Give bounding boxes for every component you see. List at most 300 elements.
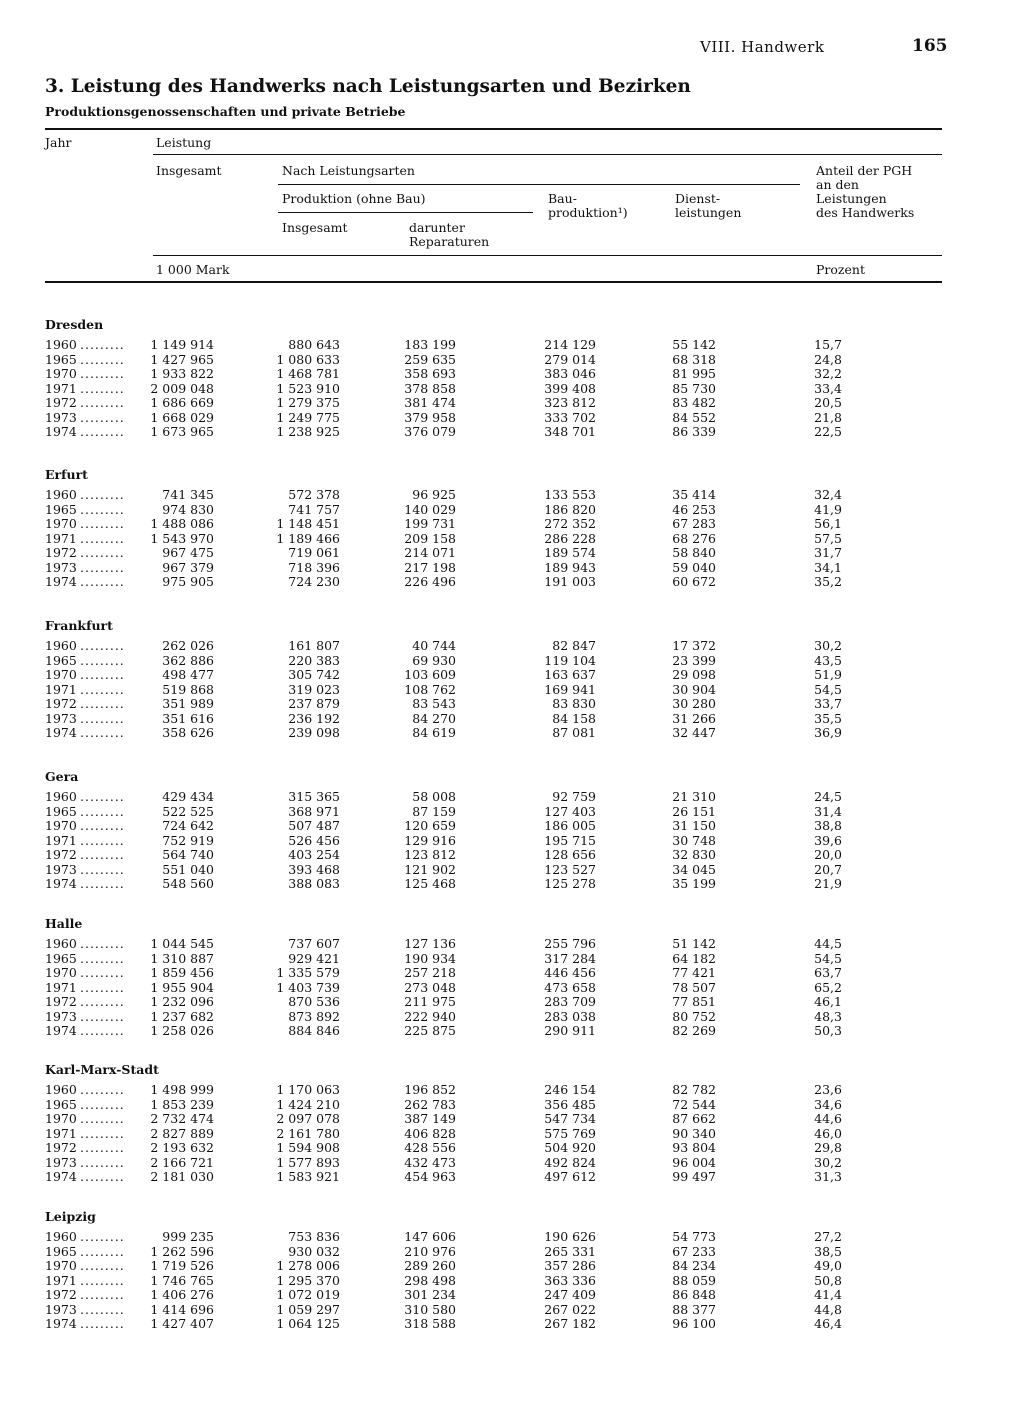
value-cell: 399 408 — [544, 380, 596, 396]
table-row — [0, 1083, 1024, 1096]
header-dienst-2: leistungen — [675, 205, 742, 220]
table-row — [0, 546, 1024, 559]
value-cell: 548 560 — [162, 876, 214, 891]
value-cell: 362 886 — [162, 652, 214, 668]
year-cell: 1972 — [45, 1140, 77, 1155]
value-cell: 267 022 — [544, 1301, 596, 1317]
value-cell: 379 958 — [404, 409, 456, 425]
header-unit-mark: 1 000 Mark — [156, 262, 230, 277]
leader-dots: ......... — [80, 1082, 125, 1097]
value-cell: 210 976 — [404, 1243, 456, 1259]
table-row — [0, 819, 1024, 832]
value-cell: 127 136 — [404, 936, 456, 951]
value-cell: 55 142 — [672, 337, 716, 352]
leader-dots: ......... — [80, 861, 125, 877]
value-cell: 39,6 — [814, 832, 842, 848]
year-cell: 1973 — [45, 409, 77, 425]
value-cell: 333 702 — [544, 409, 596, 425]
table-row — [0, 411, 1024, 424]
value-cell: 2 193 632 — [150, 1140, 214, 1155]
value-cell: 1 295 370 — [276, 1272, 340, 1288]
value-cell: 82 782 — [672, 1082, 716, 1097]
table-row — [0, 726, 1024, 739]
leader-dots: ......... — [80, 351, 125, 367]
value-cell: 189 574 — [544, 545, 596, 560]
year-cell: 1965 — [45, 950, 77, 966]
value-cell: 2 827 889 — [150, 1125, 214, 1141]
value-cell: 21,8 — [814, 409, 842, 425]
leader-dots: ......... — [80, 409, 125, 425]
value-cell: 84 552 — [672, 409, 716, 425]
year-cell: 1974 — [45, 1169, 77, 1184]
value-cell: 870 536 — [288, 994, 340, 1009]
value-cell: 247 409 — [544, 1287, 596, 1302]
value-cell: 84 234 — [672, 1258, 716, 1273]
value-cell: 272 352 — [544, 516, 596, 531]
header-leistung: Leistung — [156, 135, 212, 150]
value-cell: 35 414 — [672, 487, 716, 502]
leader-dots: ......... — [80, 530, 125, 546]
year-cell: 1972 — [45, 847, 77, 862]
value-cell: 1 594 908 — [276, 1140, 340, 1155]
value-cell: 190 934 — [404, 950, 456, 966]
value-cell: 128 656 — [544, 847, 596, 862]
year-cell: 1973 — [45, 1301, 77, 1317]
value-cell: 290 911 — [544, 1023, 596, 1038]
year-cell: 1971 — [45, 530, 77, 546]
value-cell: 551 040 — [162, 861, 214, 877]
table-row — [0, 1245, 1024, 1258]
year-cell: 1970 — [45, 818, 77, 833]
year-cell: 1971 — [45, 979, 77, 995]
table-row — [0, 1170, 1024, 1183]
year-cell: 1960 — [45, 1229, 77, 1244]
value-cell: 190 626 — [544, 1229, 596, 1244]
value-cell: 286 228 — [544, 530, 596, 546]
table-row — [0, 338, 1024, 351]
value-cell: 741 345 — [162, 487, 214, 502]
value-cell: 1 427 407 — [150, 1316, 214, 1331]
leader-dots: ......... — [80, 1140, 125, 1155]
value-cell: 189 943 — [544, 559, 596, 575]
value-cell: 358 693 — [404, 366, 456, 381]
value-cell: 195 715 — [544, 832, 596, 848]
year-cell: 1972 — [45, 696, 77, 711]
value-cell: 20,7 — [814, 861, 842, 877]
header-dienst-1: Dienst- — [675, 191, 721, 206]
value-cell: 225 875 — [404, 1023, 456, 1038]
value-cell: 32 830 — [672, 847, 716, 862]
value-cell: 724 642 — [162, 818, 214, 833]
value-cell: 283 038 — [544, 1008, 596, 1024]
year-cell: 1974 — [45, 1316, 77, 1331]
table-row — [0, 1098, 1024, 1111]
value-cell: 1 427 965 — [150, 351, 214, 367]
value-cell: 38,5 — [814, 1243, 842, 1259]
value-cell: 123 527 — [544, 861, 596, 877]
header-bau-1: Bau- — [548, 191, 577, 206]
value-cell: 183 199 — [404, 337, 456, 352]
value-cell: 49,0 — [814, 1258, 842, 1273]
value-cell: 31,3 — [814, 1169, 842, 1184]
table-row — [0, 668, 1024, 681]
value-cell: 428 556 — [404, 1140, 456, 1155]
value-cell: 1 424 210 — [276, 1096, 340, 1112]
value-cell: 351 616 — [162, 710, 214, 726]
table-row — [0, 532, 1024, 545]
leader-dots: ......... — [80, 574, 125, 589]
header-anteil-3: Leistungen — [816, 191, 887, 206]
value-cell: 54,5 — [814, 681, 842, 697]
value-cell: 1 498 999 — [150, 1082, 214, 1097]
value-cell: 85 730 — [672, 380, 716, 396]
value-cell: 504 920 — [544, 1140, 596, 1155]
value-cell: 1 853 239 — [150, 1096, 214, 1112]
leader-dots: ......... — [80, 1125, 125, 1141]
leader-dots: ......... — [80, 789, 125, 804]
value-cell: 34,1 — [814, 559, 842, 575]
year-cell: 1970 — [45, 965, 77, 980]
table-row — [0, 1156, 1024, 1169]
value-cell: 82 847 — [552, 638, 596, 653]
value-cell: 83 482 — [672, 395, 716, 410]
value-cell: 17 372 — [672, 638, 716, 653]
table-row — [0, 981, 1024, 994]
value-cell: 880 643 — [288, 337, 340, 352]
year-cell: 1971 — [45, 1272, 77, 1288]
value-cell: 1 523 910 — [276, 380, 340, 396]
table-row — [0, 654, 1024, 667]
value-cell: 133 553 — [544, 487, 596, 502]
value-cell: 873 892 — [288, 1008, 340, 1024]
value-cell: 1 577 893 — [276, 1154, 340, 1170]
value-cell: 884 846 — [288, 1023, 340, 1038]
value-cell: 21 310 — [672, 789, 716, 804]
value-cell: 2 181 030 — [150, 1169, 214, 1184]
district-name: Halle — [45, 916, 83, 931]
value-cell: 262 783 — [404, 1096, 456, 1112]
value-cell: 161 807 — [288, 638, 340, 653]
value-cell: 51 142 — [672, 936, 716, 951]
value-cell: 564 740 — [162, 847, 214, 862]
value-cell: 15,7 — [814, 337, 842, 352]
header-prod-insgesamt: Insgesamt — [282, 220, 348, 235]
value-cell: 22,5 — [814, 424, 842, 439]
value-cell: 33,7 — [814, 696, 842, 711]
value-cell: 86 848 — [672, 1287, 716, 1302]
value-cell: 226 496 — [404, 574, 456, 589]
district-name: Dresden — [45, 317, 104, 332]
value-cell: 24,8 — [814, 351, 842, 367]
value-cell: 526 456 — [288, 832, 340, 848]
value-cell: 752 919 — [162, 832, 214, 848]
value-cell: 1 170 063 — [276, 1082, 340, 1097]
value-cell: 108 762 — [404, 681, 456, 697]
table-row — [0, 1303, 1024, 1316]
value-cell: 59 040 — [672, 559, 716, 575]
table-row — [0, 575, 1024, 588]
value-cell: 63,7 — [814, 965, 842, 980]
value-cell: 356 485 — [544, 1096, 596, 1112]
table-row — [0, 995, 1024, 1008]
header-produktion: Produktion (ohne Bau) — [282, 191, 426, 206]
value-cell: 44,5 — [814, 936, 842, 951]
year-cell: 1970 — [45, 667, 77, 682]
header-jahr: Jahr — [45, 135, 72, 150]
value-cell: 211 975 — [404, 994, 456, 1009]
value-cell: 31 150 — [672, 818, 716, 833]
value-cell: 96 925 — [412, 487, 456, 502]
year-cell: 1974 — [45, 574, 77, 589]
year-cell: 1965 — [45, 501, 77, 517]
value-cell: 35 199 — [672, 876, 716, 891]
value-cell: 1 583 921 — [276, 1169, 340, 1184]
table-row — [0, 1230, 1024, 1243]
value-cell: 967 475 — [162, 545, 214, 560]
leader-dots: ......... — [80, 1258, 125, 1273]
value-cell: 125 468 — [404, 876, 456, 891]
table-row — [0, 353, 1024, 366]
value-cell: 214 129 — [544, 337, 596, 352]
value-cell: 1 310 887 — [150, 950, 214, 966]
value-cell: 2 732 474 — [150, 1111, 214, 1126]
leader-dots: ......... — [80, 366, 125, 381]
year-cell: 1971 — [45, 1125, 77, 1141]
value-cell: 86 339 — [672, 424, 716, 439]
value-cell: 317 284 — [544, 950, 596, 966]
value-cell: 34 045 — [672, 861, 716, 877]
year-cell: 1973 — [45, 1008, 77, 1024]
year-cell: 1973 — [45, 710, 77, 726]
value-cell: 58 008 — [412, 789, 456, 804]
year-cell: 1971 — [45, 832, 77, 848]
year-cell: 1974 — [45, 725, 77, 740]
header-bottom-rule — [45, 281, 942, 283]
year-cell: 1974 — [45, 876, 77, 891]
value-cell: 1 148 451 — [276, 516, 340, 531]
value-cell: 20,0 — [814, 847, 842, 862]
year-cell: 1970 — [45, 1111, 77, 1126]
value-cell: 31 266 — [672, 710, 716, 726]
header-reparaturen: Reparaturen — [409, 234, 490, 249]
header-anteil-2: an den — [816, 177, 859, 192]
value-cell: 96 004 — [672, 1154, 716, 1170]
value-cell: 58 840 — [672, 545, 716, 560]
value-cell: 123 812 — [404, 847, 456, 862]
value-cell: 26 151 — [672, 803, 716, 819]
year-cell: 1965 — [45, 803, 77, 819]
value-cell: 121 902 — [404, 861, 456, 877]
year-cell: 1960 — [45, 487, 77, 502]
value-cell: 50,3 — [814, 1023, 842, 1038]
table-row — [0, 937, 1024, 950]
value-cell: 737 607 — [288, 936, 340, 951]
value-cell: 77 421 — [672, 965, 716, 980]
value-cell: 718 396 — [288, 559, 340, 575]
value-cell: 289 260 — [404, 1258, 456, 1273]
value-cell: 1 859 456 — [150, 965, 214, 980]
value-cell: 572 378 — [288, 487, 340, 502]
leader-dots: ......... — [80, 487, 125, 502]
leader-dots: ......... — [80, 1316, 125, 1331]
value-cell: 446 456 — [544, 965, 596, 980]
value-cell: 23,6 — [814, 1082, 842, 1097]
value-cell: 1 746 765 — [150, 1272, 214, 1288]
table-row — [0, 517, 1024, 530]
value-cell: 214 071 — [404, 545, 456, 560]
value-cell: 68 318 — [672, 351, 716, 367]
value-cell: 2 097 078 — [276, 1111, 340, 1126]
table-row — [0, 561, 1024, 574]
value-cell: 2 009 048 — [150, 380, 214, 396]
value-cell: 92 759 — [552, 789, 596, 804]
year-cell: 1972 — [45, 395, 77, 410]
value-cell: 1 249 775 — [276, 409, 340, 425]
value-cell: 975 905 — [162, 574, 214, 589]
table-row — [0, 834, 1024, 847]
value-cell: 147 606 — [404, 1229, 456, 1244]
leader-dots: ......... — [80, 1154, 125, 1170]
year-cell: 1965 — [45, 652, 77, 668]
value-cell: 87 662 — [672, 1111, 716, 1126]
value-cell: 967 379 — [162, 559, 214, 575]
leader-dots: ......... — [80, 501, 125, 517]
leader-dots: ......... — [80, 1008, 125, 1024]
value-cell: 376 079 — [404, 424, 456, 439]
value-cell: 35,5 — [814, 710, 842, 726]
table-row — [0, 639, 1024, 652]
value-cell: 78 507 — [672, 979, 716, 995]
value-cell: 753 836 — [288, 1229, 340, 1244]
value-cell: 46,1 — [814, 994, 842, 1009]
value-cell: 88 377 — [672, 1301, 716, 1317]
header-unit-prozent: Prozent — [816, 262, 865, 277]
value-cell: 1 149 914 — [150, 337, 214, 352]
year-cell: 1972 — [45, 1287, 77, 1302]
value-cell: 51,9 — [814, 667, 842, 682]
value-cell: 519 868 — [162, 681, 214, 697]
value-cell: 87 081 — [552, 725, 596, 740]
leader-dots: ......... — [80, 725, 125, 740]
value-cell: 522 525 — [162, 803, 214, 819]
year-cell: 1973 — [45, 1154, 77, 1170]
value-cell: 301 234 — [404, 1287, 456, 1302]
header-bau-2: produktion¹) — [548, 205, 628, 220]
district-name: Karl-Marx-Stadt — [45, 1062, 159, 1077]
value-cell: 57,5 — [814, 530, 842, 546]
value-cell: 1 258 026 — [150, 1023, 214, 1038]
value-cell: 46 253 — [672, 501, 716, 517]
value-cell: 222 940 — [404, 1008, 456, 1024]
value-cell: 48,3 — [814, 1008, 842, 1024]
district-name: Gera — [45, 769, 79, 784]
value-cell: 741 757 — [288, 501, 340, 517]
value-cell: 88 059 — [672, 1272, 716, 1288]
value-cell: 83 543 — [412, 696, 456, 711]
value-cell: 60 672 — [672, 574, 716, 589]
value-cell: 129 916 — [404, 832, 456, 848]
value-cell: 262 026 — [162, 638, 214, 653]
value-cell: 72 544 — [672, 1096, 716, 1112]
table-row — [0, 952, 1024, 965]
value-cell: 358 626 — [162, 725, 214, 740]
value-cell: 315 365 — [288, 789, 340, 804]
year-cell: 1960 — [45, 936, 77, 951]
table-row — [0, 425, 1024, 438]
value-cell: 127 403 — [544, 803, 596, 819]
value-cell: 77 851 — [672, 994, 716, 1009]
table-row — [0, 805, 1024, 818]
leader-dots: ......... — [80, 638, 125, 653]
leader-dots: ......... — [80, 1272, 125, 1288]
year-cell: 1970 — [45, 366, 77, 381]
value-cell: 50,8 — [814, 1272, 842, 1288]
header-insgesamt: Insgesamt — [156, 163, 222, 178]
value-cell: 257 218 — [404, 965, 456, 980]
table-row — [0, 1317, 1024, 1330]
leader-dots: ......... — [80, 337, 125, 352]
leader-dots: ......... — [80, 696, 125, 711]
year-cell: 1965 — [45, 351, 77, 367]
value-cell: 1 044 545 — [150, 936, 214, 951]
header-anteil-1: Anteil der PGH — [816, 163, 913, 178]
value-cell: 20,5 — [814, 395, 842, 410]
value-cell: 32 447 — [672, 725, 716, 740]
table-row — [0, 1024, 1024, 1037]
value-cell: 2 161 780 — [276, 1125, 340, 1141]
value-cell: 239 098 — [288, 725, 340, 740]
value-cell: 46,4 — [814, 1316, 842, 1331]
value-cell: 46,0 — [814, 1125, 842, 1141]
value-cell: 719 061 — [288, 545, 340, 560]
value-cell: 393 468 — [288, 861, 340, 877]
value-cell: 473 658 — [544, 979, 596, 995]
value-cell: 68 276 — [672, 530, 716, 546]
value-cell: 80 752 — [672, 1008, 716, 1024]
value-cell: 24,5 — [814, 789, 842, 804]
value-cell: 1 064 125 — [276, 1316, 340, 1331]
value-cell: 999 235 — [162, 1229, 214, 1244]
leader-dots: ......... — [80, 380, 125, 396]
table-row — [0, 1127, 1024, 1140]
value-cell: 929 421 — [288, 950, 340, 966]
leader-dots: ......... — [80, 1111, 125, 1126]
leader-dots: ......... — [80, 950, 125, 966]
leader-dots: ......... — [80, 395, 125, 410]
leader-dots: ......... — [80, 1287, 125, 1302]
value-cell: 279 014 — [544, 351, 596, 367]
value-cell: 351 989 — [162, 696, 214, 711]
table-row — [0, 1141, 1024, 1154]
value-cell: 310 580 — [404, 1301, 456, 1317]
value-cell: 498 477 — [162, 667, 214, 682]
value-cell: 125 278 — [544, 876, 596, 891]
leader-dots: ......... — [80, 681, 125, 697]
year-cell: 1972 — [45, 545, 77, 560]
value-cell: 41,9 — [814, 501, 842, 517]
value-cell: 169 941 — [544, 681, 596, 697]
value-cell: 32,2 — [814, 366, 842, 381]
year-cell: 1960 — [45, 1082, 77, 1097]
district-name: Erfurt — [45, 467, 88, 482]
value-cell: 34,6 — [814, 1096, 842, 1112]
year-cell: 1974 — [45, 1023, 77, 1038]
value-cell: 120 659 — [404, 818, 456, 833]
table-row — [0, 1010, 1024, 1023]
table-title: 3. Leistung des Handwerks nach Leistungsarten und Bezirken — [45, 76, 691, 97]
table-row — [0, 367, 1024, 380]
value-cell: 31,7 — [814, 545, 842, 560]
